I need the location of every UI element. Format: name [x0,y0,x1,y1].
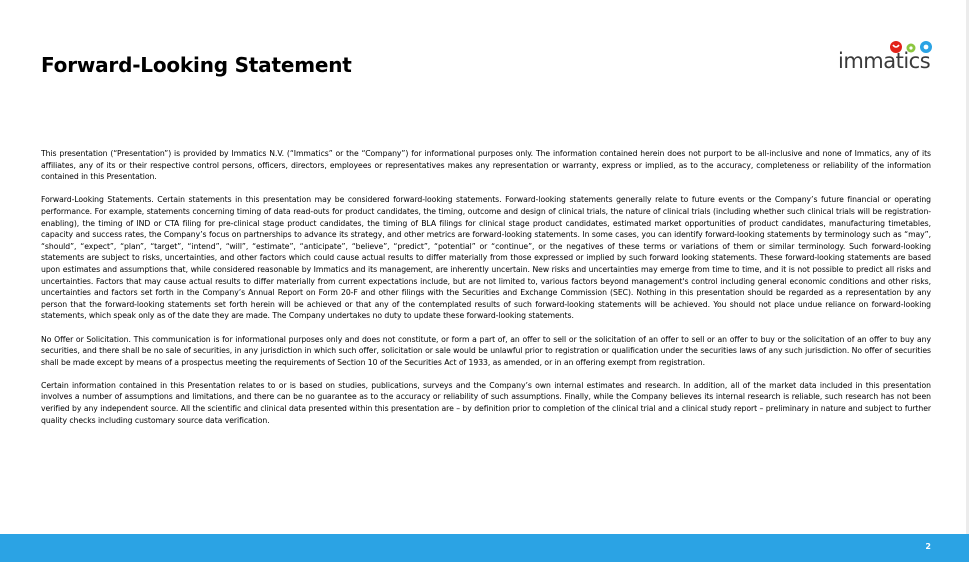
disclaimer-body [41,148,931,438]
no-offer-paragraph: No Offer or Solicitation. This communication is for informational purposes only and does not constitute, or form a part of, an offer to sell or the solicitation of an offer to sell or an offer to buy or the solicitation of an offer to buy any securities, and there shall be no sale of securities, in any jurisdiction in which such offer, solicitation or sale would be unlawful prior to registration or qualification under the securities laws of any such jurisdiction. No offer of securities shall be made except by means of a prospectus meeting the requirements of Section 10 of the Securities Act of 1933, as amended, or in an offering exempt from registration. [41,334,931,367]
logo-wordmark: immatics [838,49,931,73]
market-data-paragraph: Certain information contained in this Presentation relates to or is based on studies, publications, surveys and the Company’s own internal estimates and research. In addition, all of the market data included in this presentation involves a number of assumptions and limitations, and there can be no guarantee as to the accuracy or reliability of such assumptions. Finally, while the Company believes its internal research is reliable, such research has not been verified by any independent source. All the scientific and clinical data presented within this presentation are – by definition prior to completion of the clinical trial and a clinical study report – preliminary in nature and subject to further quality checks including customary source data verification. [41,380,931,425]
page-title: Forward-Looking Statement [41,53,352,77]
page-number: 2 [925,542,931,551]
forward-looking-paragraph: Forward-Looking Statements. Certain statements in this presentation may be considered forward-looking statements. Forward-looking statements generally relate to future events or the Company’s future financial or operating performance. For example, statements concerning timing of data read-outs for product candidates, the timing, outcome and design of clinical trials, the nature of clinical trials (including whether such clinical trials will be registration-enabling), the timing of IND or CTA filing for pre-clinical stage product candidates, the timing of BLA filings for clinical stage product candidates, estimated market opportunities of product candidates, manufacturing timetables, capacity and success rates, the Company’s focus on partnerships to advance its strategy, and other metrics are forward-looking statements. In some cases, you can identify forward-looking statements by terminology such as “may”, “should”, “expect”, “plan”, “target”, “intend”, “will”, “estimate”, “anticipate”, “believe”, “predict”, “potential” or “continue”, or the negatives of these terms or variations of them or similar terminology. Such forward-looking statements are subject to risks, uncertainties, and other factors which could cause actual results to differ materially from those expressed or implied by such forward looking statements. These forward-looking statements are based upon estimates and assumptions that, while considered reasonable by Immatics and its management, are inherently uncertain. New risks and uncertainties may emerge from time to time, and it is not possible to predict all risks and uncertainties. Factors that may cause actual results to differ materially from current expectations include, but are not limited to, various factors beyond management's control including general economic conditions and other risks, uncertainties and factors set forth in the Company’s Annual Report on Form 20-F and other filings with the Securities and Exchange Commission (SEC). Nothing in this presentation should be regarded as a representation by any person that the forward-looking statements set forth herein will be achieved or that any of the contemplated results of such forward-looking statements will be achieved. You should not place undue reliance on forward-looking statements, which speak only as of the date they are made. The Company undertakes no duty to update these forward-looking statements. [41,195,931,321]
company-logo [838,39,938,77]
intro-paragraph: This presentation (“Presentation”) is provided by Immatics N.V. (“Immatics” or the “Company”) for informational purposes only. The information contained herein does not purport to be all-inclusive and none of Immatics, any of its affiliates, any of its or their respective control persons, officers, directors, employees or representatives makes any representation or warranty, express or implied, as to the accuracy, completeness or reliability of the information contained in this Presentation. [41,149,931,182]
footer-bar [0,534,969,562]
